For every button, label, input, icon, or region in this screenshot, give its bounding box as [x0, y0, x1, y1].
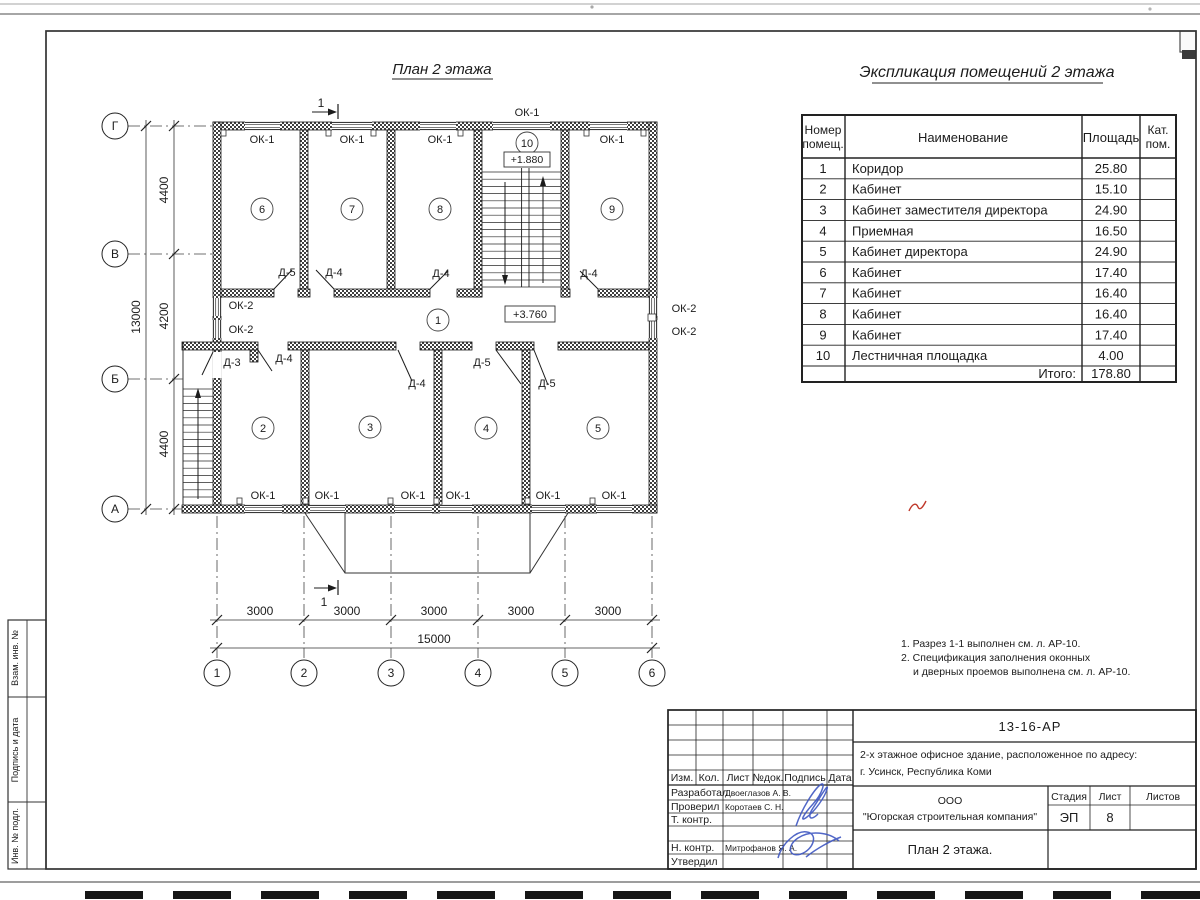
cell-name: Кабинет [852, 181, 902, 197]
axis-label-b: Б [111, 372, 119, 386]
room-number-8: 8 [436, 204, 444, 216]
cell-num: 4 [819, 223, 827, 239]
partition-4-5 [522, 350, 530, 505]
axis-bubbles [102, 113, 665, 686]
cell-area: 4.00 [1098, 348, 1124, 364]
cell-name: Коридор [852, 160, 904, 176]
col-list: Лист [726, 772, 750, 784]
cell-area: 16.40 [1094, 306, 1128, 322]
corridor-wall-top-seg [598, 289, 649, 297]
doc-number: 13-16-АР [998, 719, 1062, 734]
door-label-d4: Д-4 [580, 268, 598, 280]
window-label-ok2: ОК-2 [228, 324, 254, 336]
side-strip [8, 620, 46, 869]
window-bottom-room2 [245, 505, 282, 514]
door-leaf-room2 [258, 350, 272, 371]
dim-3000: 3000 [333, 604, 361, 618]
role-razrabotal: Разработал [671, 787, 729, 799]
door-label-d4: Д-4 [275, 353, 293, 365]
door-leaf-room4 [496, 350, 521, 384]
room-number-6: 6 [258, 204, 266, 216]
table-row [819, 203, 1127, 218]
scan-bottom-strip [85, 891, 1200, 899]
note-line-1: 1. Разрез 1-1 выполнен см. л. АР-10. [901, 638, 1081, 650]
name-razrabotal: Двоеглазов А. В. [725, 788, 791, 798]
room-number-10: 10 [520, 138, 534, 150]
side-strip-label-vzam: Взам. инв. № [10, 630, 20, 686]
company-line1: ООО [937, 795, 963, 807]
cell-name: Лестничная площадка [852, 348, 988, 364]
table-row [819, 286, 1127, 301]
cell-area: 17.40 [1094, 327, 1128, 343]
col-num-line1: Номер [804, 123, 842, 137]
explication-rows [816, 161, 1131, 381]
door-leaf-d3 [202, 352, 213, 375]
cell-name: Приемная [852, 223, 914, 239]
window-label-ok2: ОК-2 [228, 300, 254, 312]
explication [802, 64, 1176, 382]
cell-area: 16.50 [1094, 223, 1128, 239]
project-description-line2: г. Усинск, Республика Коми [860, 766, 992, 778]
room-number-7: 7 [348, 204, 356, 216]
cell-num: 1 [819, 160, 827, 176]
table-total-row [1038, 366, 1131, 381]
window-label-ok1: ОК-1 [599, 134, 625, 146]
stairwell-wall-right [561, 130, 569, 297]
door-label-d3: Д-3 [223, 357, 241, 369]
role-proveril: Проверил [671, 801, 720, 813]
company-line2: "Югорская строительная компания" [862, 811, 1038, 823]
col-kol: Кол. [698, 772, 720, 784]
axis-label-a: А [110, 502, 120, 516]
stairwell-wall-left [474, 130, 482, 297]
axis-label-v: В [110, 247, 120, 261]
stairs-exterior [183, 342, 213, 505]
plan-title-group [392, 61, 493, 79]
notes [901, 638, 1130, 678]
corridor-wall-bottom-seg [182, 342, 258, 350]
corridor-wall-top-seg [334, 289, 430, 297]
name-proveril: Коротаев С. Н. [725, 802, 784, 812]
col-cat-line1: Кат. [1147, 123, 1169, 137]
dim-3000: 3000 [246, 604, 274, 618]
cell-num: 3 [819, 202, 827, 218]
col-data: Дата [828, 772, 852, 784]
window-label-ok1: ОК-1 [514, 107, 540, 119]
door-gap-d3 [213, 352, 222, 378]
axis-label-g: Г [111, 119, 119, 133]
table-row [819, 244, 1127, 259]
corridor-wall-bottom-seg [558, 342, 649, 350]
window-bottom-room5a [532, 505, 565, 514]
table-row [819, 182, 1127, 197]
partition-6-7 [300, 130, 308, 289]
window-bottom-room3a [310, 505, 345, 514]
window-top-room8 [420, 122, 456, 131]
stairs-main [482, 168, 561, 287]
name-nkontr: Митрофанов Я. А. [725, 843, 798, 853]
table-row [819, 307, 1127, 322]
window-label-ok2: ОК-2 [671, 303, 697, 315]
corridor-wall-top-seg [298, 289, 310, 297]
col-area: Площадь [1082, 130, 1140, 145]
dim-4400-top: 4400 [157, 176, 171, 204]
window-label-ok1: ОК-1 [427, 134, 453, 146]
cell-area: 25.80 [1094, 160, 1128, 176]
window-left-ok2-a [213, 298, 222, 316]
dim-13000: 13000 [129, 300, 143, 334]
axes [102, 113, 665, 686]
dim-4400-bottom: 4400 [157, 430, 171, 458]
door-label-d5: Д-5 [538, 378, 556, 390]
section-marks [312, 96, 338, 609]
cell-num: 8 [819, 306, 827, 322]
table-row [819, 327, 1127, 342]
window-top-stairwell [493, 122, 550, 131]
project-description-line1: 2-х этажное офисное здание, расположенное по адресу: [860, 749, 1138, 761]
room-number-9: 9 [608, 204, 616, 216]
sheet-value: 8 [1106, 810, 1114, 825]
role-tkontr: Т. контр. [671, 814, 713, 826]
title-block [668, 710, 1196, 869]
signature-scribble-1 [796, 784, 827, 826]
axis-label-2: 2 [300, 666, 308, 680]
corridor-wall-top-seg [457, 289, 482, 297]
cell-name: Кабинет заместителя директора [852, 202, 1048, 218]
corridor-wall-bottom-seg [288, 342, 396, 350]
axis-label-1: 1 [213, 666, 221, 680]
room-number-1: 1 [434, 315, 442, 327]
dim-3000: 3000 [594, 604, 622, 618]
window-label-ok2: ОК-2 [671, 326, 697, 338]
window-top-room6 [245, 122, 280, 131]
note-line-3: и дверных проемов выполнена см. л. АР-10. [913, 666, 1131, 678]
explication-title: Экспликация помещений 2 этажа [859, 64, 1115, 81]
plan-title: План 2 этажа [392, 61, 492, 78]
change-table-header [671, 772, 852, 784]
door-label-d5: Д-5 [473, 357, 491, 369]
total-value: 178.80 [1091, 366, 1131, 381]
table-row [819, 161, 1127, 176]
cell-name: Кабинет директора [852, 244, 968, 260]
cell-num: 9 [819, 327, 827, 343]
dim-15000: 15000 [417, 632, 451, 646]
window-bottom-room5b [597, 505, 632, 514]
elevation-floor: +3.760 [513, 309, 547, 321]
side-strip-label-podpis: Подпись и дата [10, 717, 20, 783]
cell-area: 17.40 [1094, 264, 1128, 280]
cell-area: 24.90 [1094, 244, 1128, 260]
col-podpis: Подпись [784, 772, 826, 784]
cell-num: 2 [819, 181, 827, 197]
side-strip-label-inv: Инв. № подл. [10, 807, 20, 865]
red-correction-mark [909, 501, 926, 511]
section-mark-top [312, 96, 338, 119]
corridor-wall-top-seg [221, 289, 274, 297]
table-row [819, 265, 1127, 280]
total-label: Итого: [1038, 366, 1076, 381]
corner-smudge [1182, 50, 1196, 59]
note-line-2: 2. Спецификация заполнения оконных [901, 652, 1091, 664]
window-bottom-room4 [440, 505, 472, 514]
section-label: 1 [317, 96, 325, 110]
window-top-room7 [332, 122, 372, 131]
window-label-ok1: ОК-1 [314, 490, 340, 502]
cell-area: 15.10 [1094, 181, 1128, 197]
corridor-wall-top-seg [561, 289, 570, 297]
col-cat-line2: пом. [1145, 137, 1171, 151]
cell-num: 7 [819, 285, 827, 301]
window-label-ok1: ОК-1 [445, 490, 471, 502]
col-izm: Изм. [670, 772, 694, 784]
window-right-ok2-b [649, 320, 658, 338]
dim-3000: 3000 [507, 604, 535, 618]
window-label-ok1: ОК-1 [601, 490, 627, 502]
table-row [816, 348, 1124, 363]
corridor-wall-bottom-seg [420, 342, 472, 350]
opening-labels [223, 107, 696, 502]
dim-3000: 3000 [420, 604, 448, 618]
room-number-3: 3 [366, 422, 374, 434]
room-number-2: 2 [259, 423, 267, 435]
axis-label-3: 3 [387, 666, 395, 680]
room-number-5: 5 [594, 423, 602, 435]
cell-name: Кабинет [852, 327, 902, 343]
partition-3-4 [434, 350, 442, 505]
axis-label-4: 4 [474, 666, 482, 680]
col-name: Наименование [917, 130, 1009, 145]
window-right-ok2-a [649, 298, 658, 316]
cell-name: Кабинет [852, 264, 902, 280]
window-label-ok1: ОК-1 [400, 490, 426, 502]
elevation-stair: +1.880 [510, 154, 544, 166]
col-ndok: №док. [752, 772, 784, 784]
room-number-4: 4 [482, 423, 490, 435]
door-label-d4: Д-4 [408, 378, 426, 390]
door-label-d4: Д-4 [325, 267, 343, 279]
floor-plan [102, 96, 696, 686]
window-label-ok1: ОК-1 [250, 490, 276, 502]
cell-area: 16.40 [1094, 285, 1128, 301]
window-label-ok1: ОК-1 [339, 134, 365, 146]
role-nkontr: Н. контр. [671, 842, 715, 854]
role-utverdil: Утвердил [671, 856, 718, 868]
window-top-room9 [590, 122, 627, 131]
corner-format-box [1180, 31, 1196, 52]
stage-value: ЭП [1059, 810, 1079, 825]
partition-2-3 [301, 350, 309, 505]
corridor-wall-bottom-seg [496, 342, 534, 350]
dim-4200: 4200 [157, 302, 171, 330]
door-label-d5: Д-5 [278, 267, 296, 279]
window-left-ok2-b [213, 320, 222, 338]
window-bottom-room3b [395, 505, 432, 514]
window-label-ok1: ОК-1 [249, 134, 275, 146]
cell-num: 5 [819, 244, 827, 260]
wall-left [213, 122, 221, 513]
canopy [305, 513, 568, 573]
cell-name: Кабинет [852, 306, 902, 322]
col-num-line2: помещ. [802, 137, 844, 151]
walls [182, 122, 657, 513]
axis-label-6: 6 [648, 666, 656, 680]
axis-label-5: 5 [561, 666, 569, 680]
door-leaf-room3 [398, 350, 412, 381]
cell-name: Кабинет [852, 285, 902, 301]
table-row [819, 223, 1127, 238]
window-label-ok1: ОК-1 [535, 490, 561, 502]
stair-arrow-down [502, 182, 508, 285]
stage-label: Стадия [1051, 791, 1087, 803]
cell-num: 10 [815, 348, 831, 364]
sheet-title: План 2 этажа. [907, 842, 993, 857]
sheets-label: Листов [1145, 791, 1181, 803]
explication-header [802, 123, 1170, 151]
sheet-label: Лист [1098, 791, 1122, 803]
section-label: 1 [320, 595, 328, 609]
door-label-d4: Д-4 [432, 268, 450, 280]
cell-area: 24.90 [1094, 202, 1128, 218]
vestibule-return-wall [250, 350, 258, 362]
partition-7-8 [387, 130, 395, 289]
cell-num: 6 [819, 264, 827, 280]
